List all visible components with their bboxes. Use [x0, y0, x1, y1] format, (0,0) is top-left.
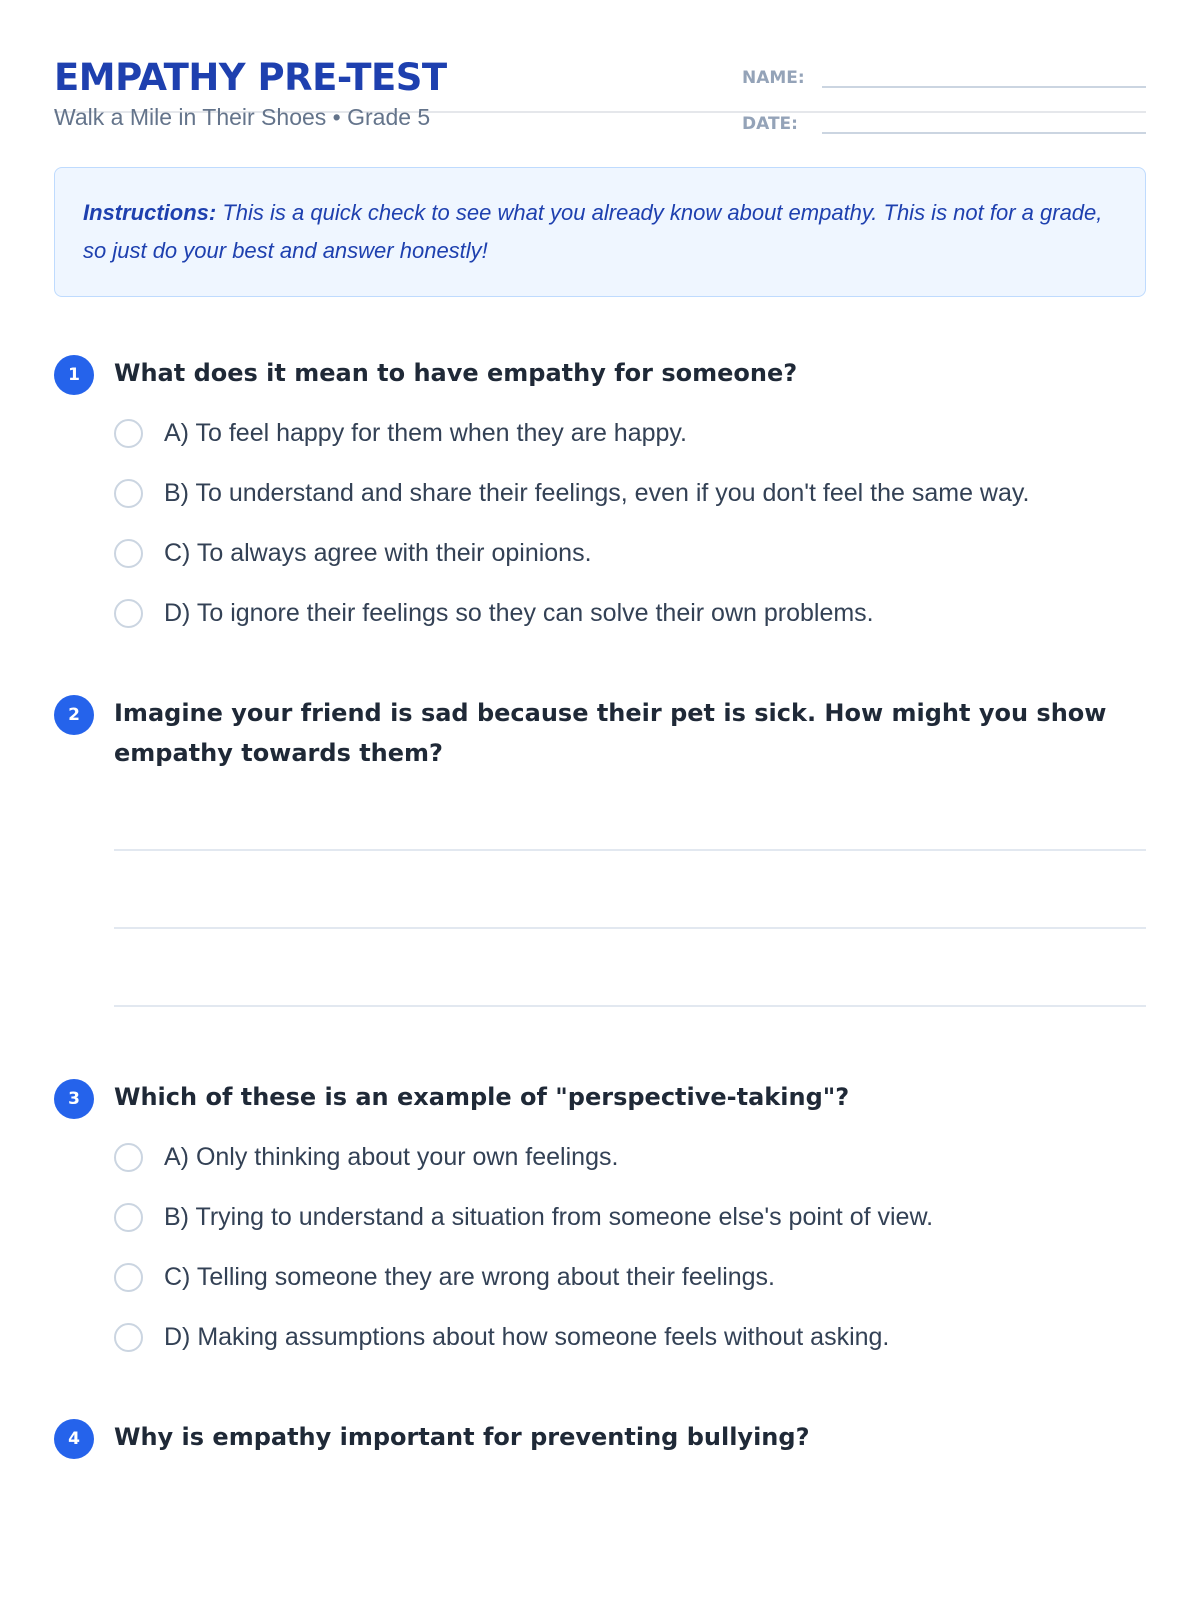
question-header: [54, 1077, 1146, 1119]
question-text: Which of these is an example of "perspective-taking"?: [114, 1083, 850, 1111]
question-2: [54, 693, 1146, 1007]
question-text: Imagine your friend is sad because their pet is sick. How might you show empathy towards them?: [114, 699, 1107, 767]
worksheet-header: [54, 0, 1146, 134]
option-c[interactable]: [114, 1257, 1146, 1297]
radio-button[interactable]: [114, 539, 143, 568]
radio-button[interactable]: [114, 1323, 143, 1352]
answer-options: [114, 1137, 1146, 1357]
option-label: D) Making assumptions about how someone feels without asking.: [164, 1323, 890, 1351]
question-header: [54, 693, 1146, 773]
option-d[interactable]: [114, 593, 1146, 633]
option-label: A) To feel happy for them when they are happy.: [164, 419, 687, 447]
option-b[interactable]: [114, 473, 1146, 513]
name-label: NAME:: [742, 68, 805, 88]
option-a[interactable]: [114, 1137, 1146, 1177]
option-label: B) To understand and share their feelings, even if you don't feel the same way.: [164, 479, 1030, 507]
option-c[interactable]: [114, 533, 1146, 573]
question-header: [54, 1417, 1146, 1459]
option-label: B) Trying to understand a situation from someone else's point of view.: [164, 1203, 934, 1231]
instructions-text: This is a quick check to see what you already know about empathy. This is not for a grade, so just do your best and answer honestly!: [83, 200, 1103, 263]
question-4: [54, 1417, 1146, 1459]
radio-button[interactable]: [114, 479, 143, 508]
written-answer-area[interactable]: [114, 773, 1146, 1007]
instructions-label: Instructions:: [83, 200, 217, 225]
page-title: EMPATHY PRE-TEST: [54, 56, 447, 99]
student-fields: [742, 56, 1146, 134]
option-d[interactable]: [114, 1317, 1146, 1357]
radio-button[interactable]: [114, 599, 143, 628]
answer-options: [114, 413, 1146, 633]
answer-line[interactable]: [114, 851, 1146, 929]
answer-line[interactable]: [114, 773, 1146, 851]
title-block: [54, 56, 447, 130]
question-1: [54, 353, 1146, 633]
question-number-badge: 3: [54, 1079, 94, 1119]
option-label: C) To always agree with their opinions.: [164, 539, 592, 567]
date-row: [742, 88, 1146, 134]
date-label: DATE:: [742, 114, 798, 134]
radio-button[interactable]: [114, 1203, 143, 1232]
radio-button[interactable]: [114, 1263, 143, 1292]
option-label: C) Telling someone they are wrong about their feelings.: [164, 1263, 775, 1291]
option-a[interactable]: [114, 413, 1146, 453]
date-field[interactable]: [822, 112, 1146, 134]
question-3: [54, 1077, 1146, 1357]
option-b[interactable]: [114, 1197, 1146, 1237]
question-text: What does it mean to have empathy for someone?: [114, 359, 798, 387]
radio-button[interactable]: [114, 1143, 143, 1172]
question-number-badge: 2: [54, 695, 94, 735]
question-number-badge: 4: [54, 1419, 94, 1459]
page-subtitle: Walk a Mile in Their Shoes • Grade 5: [54, 104, 431, 130]
option-label: A) Only thinking about your own feelings.: [164, 1143, 619, 1171]
name-row: [742, 56, 1146, 88]
question-header: [54, 353, 1146, 395]
name-field[interactable]: [822, 66, 1146, 88]
option-label: D) To ignore their feelings so they can solve their own problems.: [164, 599, 874, 627]
instructions-box: [54, 167, 1146, 297]
radio-button[interactable]: [114, 419, 143, 448]
question-number-badge: 1: [54, 355, 94, 395]
answer-line[interactable]: [114, 929, 1146, 1007]
question-text: Why is empathy important for preventing bullying?: [114, 1423, 810, 1451]
